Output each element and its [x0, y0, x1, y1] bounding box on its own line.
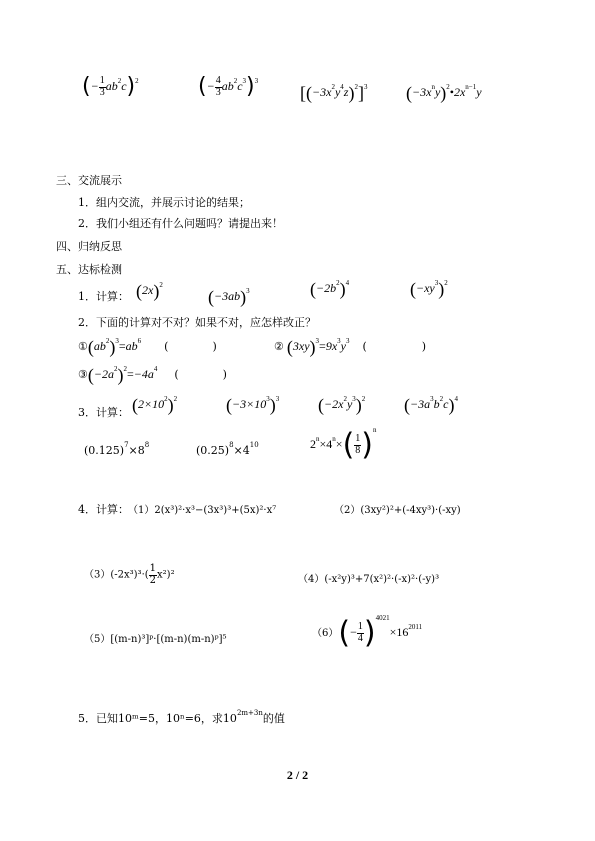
expression-2: (− $\frac{4}{3}$ $ab^2c^3)^3$	[198, 74, 259, 99]
q2-item-b: ② $(3xy)^3=9x^3y^3$ ( )	[274, 336, 427, 357]
q4-part-5: （5）[(m-n)³]ᵖ·[(m-n)(m-n)ᵖ]⁵	[84, 634, 227, 645]
q1-expr-a: $(2x)^2$	[136, 280, 163, 301]
q2-item-c: $③(-2a^2)^2=-4a^4$ ( )	[78, 364, 227, 385]
q2-item-a: $①(ab^2)^3=ab^6$ ( )	[78, 336, 217, 357]
page-number: 2 / 2	[286, 768, 309, 782]
q1-expr-b: $(-3ab)^3$	[208, 286, 250, 307]
q4-part-1: （1）2(x³)²·x³−(3x³)³+(5x)²·x⁷	[128, 505, 277, 516]
q4-label: 4．计算：	[78, 503, 129, 516]
q1-label: 1．计算：	[78, 290, 129, 303]
q3-label: 3．计算：	[78, 406, 129, 419]
q4-part-2: （2）(3xy²)²+(-4xy³)·(-xy)	[334, 505, 461, 516]
q3-expr-g: $2^n\times 4^n\times$( $\frac{1}{8}$ )$^n$	[310, 426, 377, 463]
q2-label: 2．下面的计算对不对？如果不对，应怎样改正？	[78, 316, 316, 329]
q1-expr-d: $(-xy^3)^2$	[410, 278, 448, 299]
q4-part-6: （6）(− $\frac{1}{4}$ )$^{4021}\times 16^{2011}$	[312, 614, 423, 651]
expression-4: $(-3x^ny)^2•2x^{n-1}y$	[406, 82, 482, 103]
expression-1: (− $\frac{1}{3}$ $ab^2c)^2$	[82, 74, 139, 99]
q3-expr-a: $(2\times 10^2)^2$	[132, 394, 178, 415]
section-5-title: 五、达标检测	[56, 263, 122, 276]
q3-expr-f: $(0.25)^8\times 4^{10}$	[196, 441, 259, 457]
q3-expr-c: $(-2x^2y^3)^2$	[318, 394, 366, 415]
q4-part-3: （3）(-2x³)³·( $\frac{1}{2}$ x²)²	[84, 563, 175, 586]
q5-question: 5．已知10ᵐ=5，10ⁿ=6，求$10^{2m+3n}$的值	[78, 709, 285, 725]
section-3-item-2: 2．我们小组还有什么问题吗？请提出来！	[78, 217, 283, 230]
q3-expr-d: $(-3a^3b^2c)^4$	[404, 394, 458, 415]
section-4-title: 四、归纳反思	[56, 240, 122, 253]
q3-expr-b: $(-3\times 10^3)^3$	[226, 394, 280, 415]
q4-part-4: （4）(-x²y)³+7(x²)²·(-x)²·(-y)³	[298, 574, 440, 585]
section-3-title: 三、交流展示	[56, 174, 122, 187]
q1-expr-c: $(-2b^2)^4$	[310, 278, 350, 299]
section-3-item-1: 1．组内交流，并展示讨论的结果；	[78, 196, 250, 209]
expression-3: $[(-3x^2y^4z)^2]^3$	[300, 82, 368, 103]
q3-expr-e: $(0.125)^7\times 8^8$	[84, 441, 150, 457]
